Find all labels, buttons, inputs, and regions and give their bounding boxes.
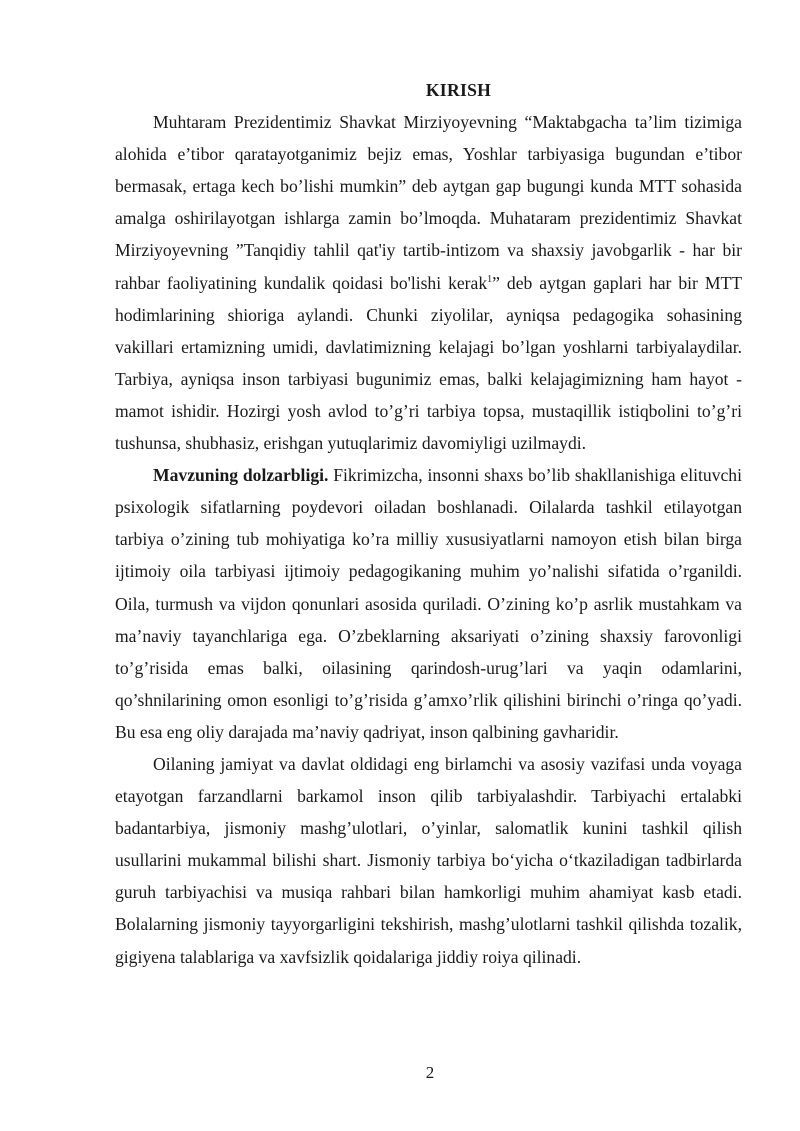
paragraph-relevance-heading: Mavzuning dolzarbligi. (153, 465, 329, 486)
page-number: 2 (425, 1063, 435, 1082)
paragraph-family-role: Oilaning jamiyat va davlat oldidagi eng birlamchi va asosiy vazifasi unda voyaga etayotgan farzandlarni barkamol inson qilib tarbiyalashdir. Tarbiyachi ertalabki badantarbiya, jismoniy mashg’ulotlari, o’yinlar, salomatlik kunini tashkil qilish usullarini mukammal bilishi shart. Jismoniy tarbiya bo‘yicha o‘tkaziladigan tadbirlarda guruh tarbiyachisi va musiqa rahbari bilan hamkorligi muhim ahamiyat kasb etadi. Bolalarning jismoniy tayyorgarligini tekshirish, mashg’ulotlarni tashkil qilishda tozalik, gigiyena talablariga va xavfsizlik qoidalariga jiddiy roiya qilinadi. (115, 753, 742, 967)
footnote-marker: 1 (487, 273, 493, 285)
page-content (115, 74, 742, 973)
paragraph-relevance-text: Fikrimizcha, insonni shaxs bo’lib shakllanishiga elituvchi psixologik sifatlarning poydevori oiladan boshlanadi. Oilalarda tashkil etilayotgan tarbiya o’zining tub mohiyatiga ko’ra milliy xususiyatlarni namoyon etish bilan birga ijtimoiy oila tarbiyasi ijtimoiy pedagogikaning muhim yo’nalishi sifatida o’rganildi. Oila, turmush va vijdon qonunlari asosida quriladi. O’zining ko’p asrlik mustahkam va ma’naviy tayanchlariga ega. O’zbeklarning aksariyati o’zining shaxsiy farovonligi to’g’risida emas balki, oilasining qarindosh-urug’lari va yaqin odamlarini, qo’shnilarining omon esonligi to’g’risida g’amxo’rlik qilishini birinchi o’ringa qo’yadi. Bu esa eng oliy darajada ma’naviy qadriyat, inson qalbining gavharidir. (115, 465, 742, 742)
paragraph-introduction-continued: ” deb aytgan gaplari har bir MTT hodimlarining shioriga aylandi. Chunki ziyolilar, ayniqsa pedagogika sohasining vakillari ertamizning umidi, davlatimizning kelajagi bo’lgan yoshlarni tarbiyalaydilar. Tarbiya, ayniqsa inson tarbiyasi bugunimiz emas, balki kelajagimizning ham hayot - mamot ishidir. Hozirgi yosh avlod to’g’ri tarbiya topsa, mustaqillik istiqbolini to’g’ri tushunsa, shubhasiz, erishgan yutuqlarimiz davomiyligi uzilmaydi. (115, 272, 742, 454)
section-title: KIRISH (425, 80, 492, 100)
paragraph-introduction-text: Muhtaram Prezidentimiz Shavkat Mirziyoyevning “Maktabgacha ta’lim tizimiga alohida e’tibor qaratayotganimiz bejiz emas, Yoshlar tarbiyasiga bugundan e’tibor bermasak, ertaga kech bo’lishi mumkin” deb aytgan gap bugungi kunda MTT sohasida amalga oshirilayotgan ishlarga zamin bo’lmoqda. Muhataram prezidentimiz Shavkat Mirziyoyevning ”Tanqidiy tahlil qat'iy tartib-intizom va shaxsiy javobgarlik - har bir rahbar faoliyatining kundalik qoidasi bo'lishi kerak (115, 112, 742, 293)
paragraph-relevance (115, 459, 742, 748)
paragraph-introduction (115, 106, 742, 459)
